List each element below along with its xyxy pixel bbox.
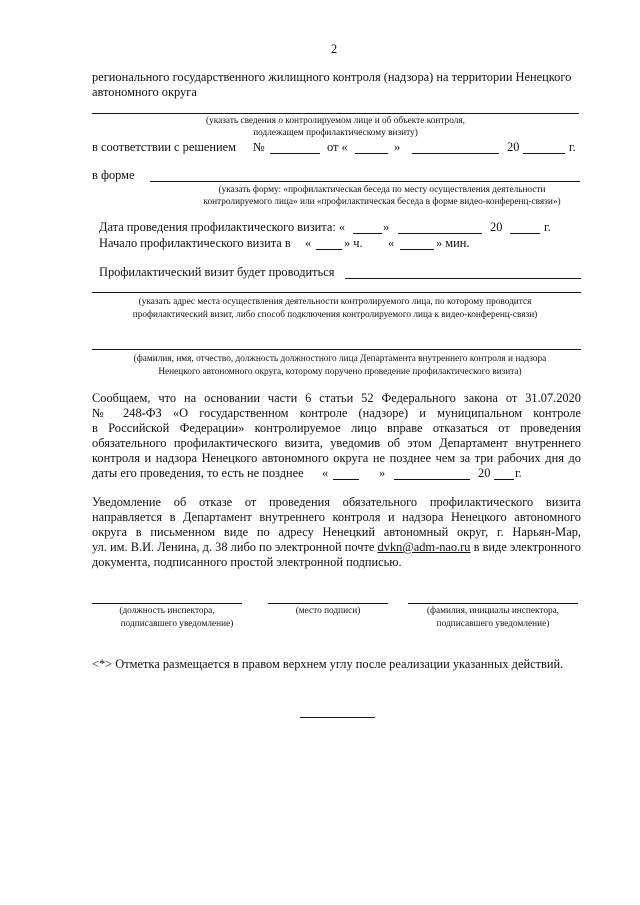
notice-line-5: контроля и надзора Ненецкого автономного округа не позднее чем за три рабочих дня до — [92, 451, 581, 465]
visit-start-label: Начало профилактического визита в — [99, 236, 291, 250]
visit-date-year-suffix: г. — [544, 220, 551, 234]
notice-line-6-prefix: даты его проведения, то есть не позднее — [92, 466, 304, 480]
official-field-line — [92, 349, 581, 350]
page-number: 2 — [331, 42, 338, 56]
visit-place-field-1 — [345, 278, 581, 279]
intro-line-1: регионального государственного жилищного контроля (надзора) на территории Ненецкого — [92, 70, 572, 84]
notice-line-4: обязательного профилактического визита, уведомив об этом Департамент внутреннего — [92, 436, 581, 450]
visit-place-label: Профилактический визит будет проводиться — [99, 265, 335, 279]
official-hint-2: Ненецкого автономного округа, которому поручено проведение профилактического визита) — [158, 367, 522, 377]
refusal-line-5: документа, подписанного простой электронной подписью. — [92, 555, 402, 569]
visit-date-year-field — [510, 233, 540, 234]
refusal-line-2: направляется в Департамент внутреннего контроля и надзора Ненецкого автономного — [92, 510, 581, 524]
name-signature-line — [408, 603, 578, 604]
visit-start-minutes-field — [400, 249, 434, 250]
decision-from: от « — [327, 140, 348, 154]
decision-number-field — [270, 153, 320, 154]
closing-separator — [300, 717, 375, 718]
refusal-line-3: округа в письменном виде по адресу Ненецкий автономный округ, г. Нарьян-Мар, — [92, 525, 581, 539]
visit-date-label: Дата проведения профилактического визита: « — [99, 220, 346, 234]
decision-month-field — [412, 153, 499, 154]
visit-start-hours: » ч. — [344, 236, 363, 250]
notice-year-suffix: г. — [515, 466, 522, 480]
decision-year-field — [523, 153, 565, 154]
signature-place-hint: (место подписи) — [295, 606, 361, 616]
intro-line-2: автономного округа — [92, 85, 197, 99]
notice-year-field — [494, 479, 514, 480]
refusal-line-4-prefix: ул. им. В.И. Ленина, д. 38 либо по электронной почте — [92, 540, 375, 554]
notice-open-quote: « — [322, 466, 329, 480]
notice-month-field — [394, 479, 470, 480]
name-hint-2: подписавшего уведомление) — [436, 619, 550, 629]
refusal-line-4 — [92, 540, 581, 555]
form-hint-2: контролируемого лица» или «профилактическая беседа в форме видео-конференц-связи») — [203, 197, 561, 207]
refusal-line-1: Уведомление об отказе от проведения обязательного профилактического визита — [92, 495, 581, 509]
visit-start-minutes: » мин. — [436, 236, 470, 250]
signature-place-line — [268, 603, 388, 604]
form-field-line — [150, 181, 580, 182]
notice-line-3: в Российской Федерации» контролируемое лицо вправе отказаться от проведения — [92, 421, 581, 435]
form-label: в форме — [92, 168, 135, 182]
position-hint-1: (должность инспектора, — [119, 606, 215, 616]
object-hint-1: (указать сведения о контролируемом лице и об объекте контроля, — [206, 116, 465, 126]
notice-year-prefix: 20 — [478, 466, 491, 480]
footnote: <*> Отметка размещается в правом верхнем углу после реализации указанных действий. — [92, 657, 564, 671]
decision-close-quote: » — [394, 140, 401, 154]
refusal-line-4-suffix: в виде электронного — [473, 540, 581, 554]
decision-number-sign: № — [253, 140, 265, 154]
visit-start-hours-field — [316, 249, 342, 250]
notice-line-1: Сообщаем, что на основании части 6 статьи 52 Федерального закона от 31.07.2020 — [92, 391, 581, 405]
visit-date-close-quote: » — [383, 220, 390, 234]
visit-start-open-2: « — [388, 236, 395, 250]
notice-line-2: № 248-ФЗ «О государственном контроле (надзоре) и муниципальном контроле — [92, 406, 581, 420]
visit-date-year-prefix: 20 — [490, 220, 503, 234]
visit-start-open-1: « — [305, 236, 312, 250]
decision-year-prefix: 20 — [507, 140, 520, 154]
visit-place-field-2 — [92, 292, 581, 293]
name-hint-1: (фамилия, инициалы инспектора, — [426, 606, 560, 616]
visit-place-hint-1: (указать адрес места осуществления деятельности контролируемого лица, по которому проводится — [138, 297, 532, 307]
decision-label: в соответствии с решением — [92, 140, 236, 154]
decision-day-field — [355, 153, 388, 154]
decision-year-suffix: г. — [569, 140, 576, 154]
position-hint-2: подписавшего уведомление) — [120, 619, 234, 629]
visit-date-day-field — [353, 233, 382, 234]
object-field-line — [92, 113, 579, 114]
email-link[interactable]: dvkn@adm-nao.ru — [377, 540, 471, 554]
position-signature-line — [92, 603, 242, 604]
form-hint-1: (указать форму: «профилактическая беседа по месту осуществления деятельности — [218, 185, 546, 195]
notice-close-quote: » — [379, 466, 386, 480]
visit-place-hint-2: профилактический визит, либо способ подключения контролируемого лица к видео-конференц-связи) — [132, 310, 538, 320]
visit-date-month-field — [398, 233, 482, 234]
notice-day-field — [333, 479, 359, 480]
refusal-paragraph — [92, 495, 581, 570]
official-hint-1: (фамилия, имя, отчество, должность должностного лица Департамента внутреннего контроля и надзора — [133, 354, 547, 364]
object-hint-2: подлежащем профилактическому визиту) — [253, 128, 418, 138]
notice-paragraph — [92, 391, 581, 466]
